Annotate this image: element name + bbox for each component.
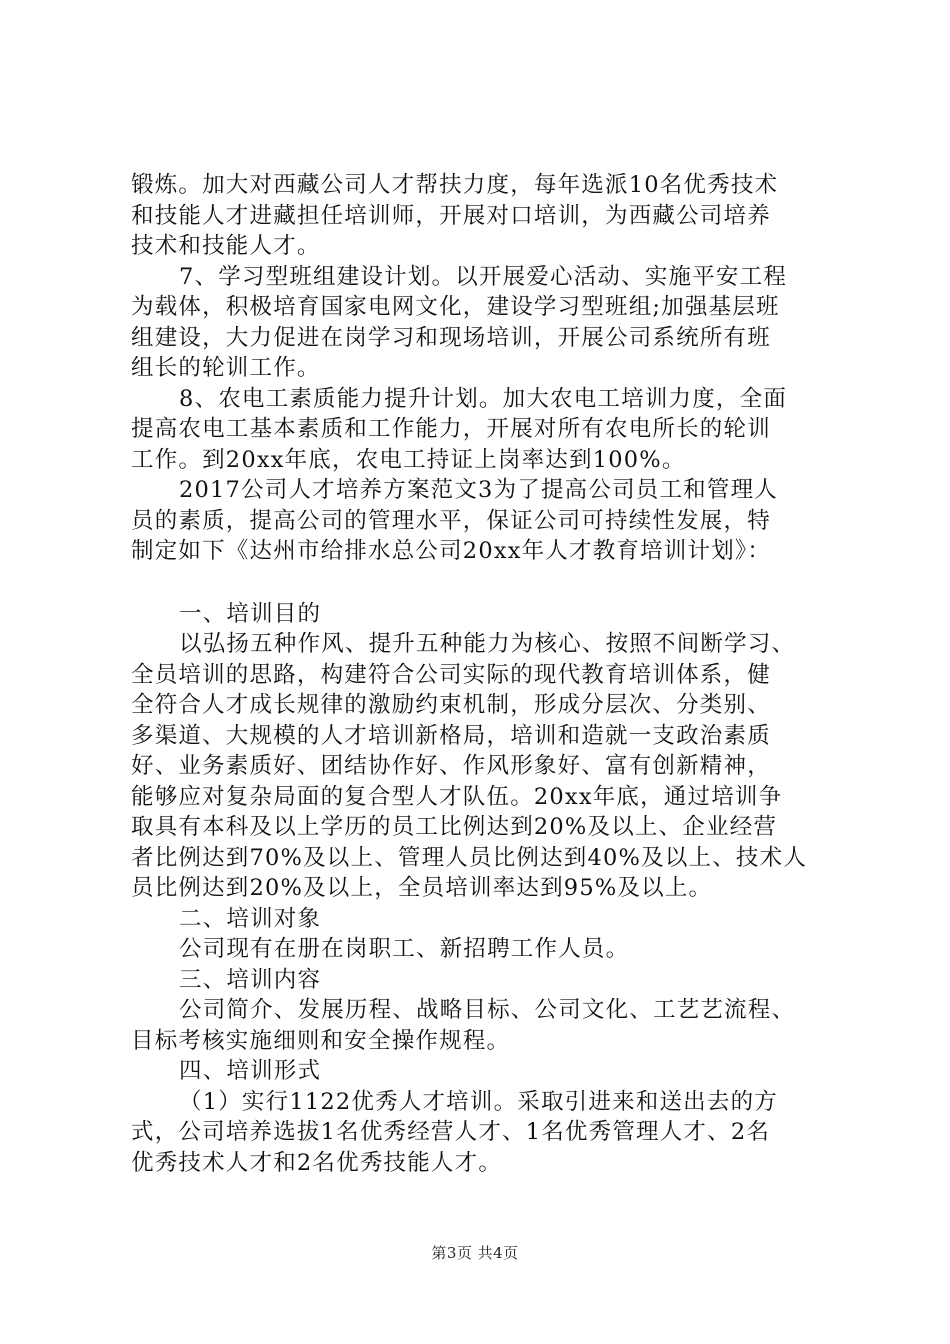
text-line: 组长的轮训工作。	[131, 355, 321, 381]
text-line: 多渠道、大规模的人才培训新格局，培训和造就一支政治素质	[131, 722, 771, 749]
text-line: 工作。到20xx年底，农电工持证上岗率达到100%。	[131, 446, 686, 473]
section-heading: 四、培训形式	[179, 1058, 322, 1084]
text-line: 式，公司培养选拔1名优秀经营人才、1名优秀管理人才、2名	[131, 1119, 771, 1145]
text-line: （1）实行1122优秀人才培训。采取引进来和送出去的方	[179, 1088, 778, 1115]
blank-line	[131, 567, 835, 599]
text-line: 提高农电工基本素质和工作能力，开展对所有农电所长的轮训	[131, 416, 771, 442]
text-line: 取具有本科及以上学历的员工比例达到20%及以上、企业经营	[131, 814, 778, 840]
section-heading: 二、培训对象	[179, 905, 322, 932]
text-line: 目标考核实施细则和安全操作规程。	[131, 1027, 511, 1054]
text-line: 公司现有在册在岗职工、新招聘工作人员。	[179, 936, 630, 962]
text-line: 好、业务素质好、团结协作好、作风形象好、富有创新精神，	[131, 753, 771, 779]
text-line: 全符合人才成长规律的激励约束机制，形成分层次、分类别、	[131, 692, 771, 718]
page-number-footer: 第3页 共4页	[431, 1244, 519, 1262]
text-line: 优秀技术人才和2名优秀技能人才。	[131, 1149, 503, 1176]
text-line: 制定如下《达州市给排水总公司20xx年人才教育培训计划》：	[131, 538, 772, 564]
section-heading: 一、培训目的	[179, 600, 322, 627]
text-line: 能够应对复杂局面的复合型人才队伍。20xx年底，通过培训争	[131, 783, 783, 810]
text-line: 员的素质，提高公司的管理水平，保证公司可持续性发展，特	[131, 507, 771, 534]
text-line: 员比例达到20%及以上，全员培训率达到95%及以上。	[131, 875, 713, 901]
text-line: 7、学习型班组建设计划。以开展爱心活动、实施平安工程	[179, 263, 788, 290]
text-line: 8、农电工素质能力提升计划。加大农电工培训力度，全面	[179, 385, 788, 412]
text-line: 全员培训的思路，构建符合公司实际的现代教育培训体系，健	[131, 661, 771, 688]
text-line: 技术和技能人才。	[131, 233, 321, 259]
text-line: 以弘扬五种作风、提升五种能力为核心、按照不间断学习、	[179, 631, 796, 657]
text-line: 锻炼。加大对西藏公司人才帮扶力度，每年选派10名优秀技术	[131, 172, 779, 198]
text-line: 和技能人才进藏担任培训师，开展对口培训，为西藏公司培养	[131, 202, 771, 229]
text-line: 2017公司人才培养方案范文3为了提高公司员工和管理人	[179, 477, 778, 503]
text-line: 者比例达到70%及以上、管理人员比例达到40%及以上、技术人	[131, 844, 808, 871]
section-heading: 三、培训内容	[179, 966, 322, 993]
text-line: 公司简介、发展历程、战略目标、公司文化、工艺艺流程、	[179, 997, 796, 1023]
text-line: 组建设，大力促进在岗学习和现场培训，开展公司系统所有班	[131, 324, 771, 351]
text-line: 为载体，积极培育国家电网文化，建设学习型班组;加强基层班	[131, 294, 780, 320]
document-body	[131, 170, 835, 1178]
